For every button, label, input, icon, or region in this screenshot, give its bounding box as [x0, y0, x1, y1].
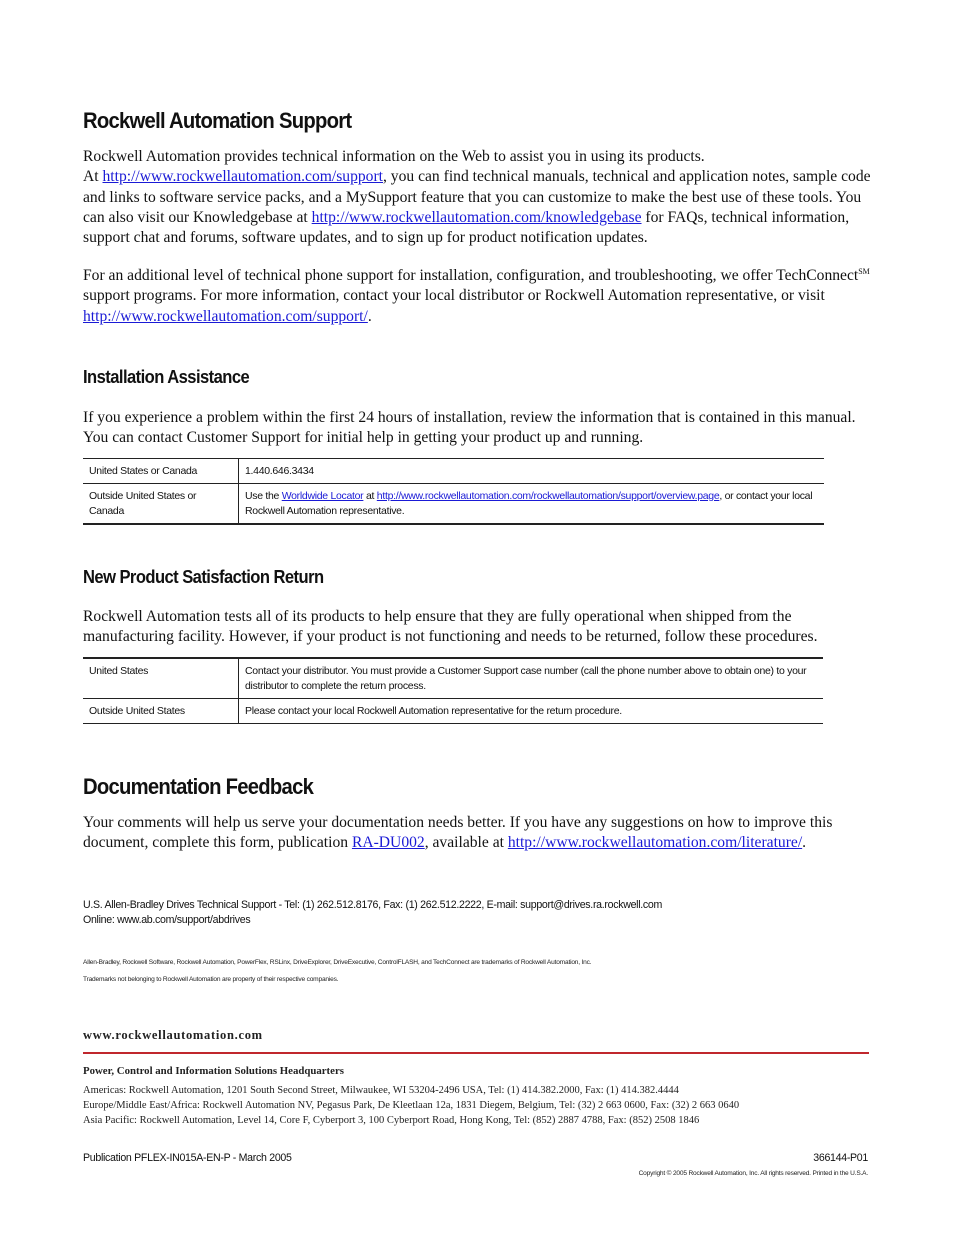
service-mark: SM: [858, 267, 870, 276]
return-paragraph: Rockwell Automation tests all of its products to help ensure that they are fully operational when shipped from the manufacturing facility. However, if your product is not functioning and needs to be returned, follow these procedures.: [83, 608, 818, 646]
drives-support-block: [83, 898, 873, 928]
feedback-paragraph: [83, 813, 873, 854]
address-americas: Americas: Rockwell Automation, 1201 South Second Street, Milwaukee, WI 53204-2496 USA, Tel: (1) 414.382.2000, Fax: (1) 414.382.4444: [83, 1085, 679, 1096]
support-paragraph-2: [83, 262, 873, 327]
support-paragraph-1: [83, 147, 873, 248]
table-row: [83, 459, 824, 484]
literature-link[interactable]: http://www.rockwellautomation.com/literature/: [507, 834, 803, 852]
techconnect-text-b: support programs. For more information, contact your local distributor or Rockwell Automation representative, or visit: [83, 287, 825, 305]
address-europe: Europe/Middle East/Africa: Rockwell Automation NV, Pegasus Park, De Kleetlaan 12a, 1831 Diegem, Belgium, Tel: (32) 2 663 0600, Fax: (32) 2 663 0640: [83, 1100, 740, 1112]
address-block: [83, 1083, 873, 1129]
trademark-line-1: Allen-Bradley, Rockwell Software, Rockwell Automation, PowerFlex, RSLinx, DriveExplorer, DriveExecutive, ControlFLASH, and TechConnect are trademarks of Rockwell Automation, Inc.: [83, 959, 592, 966]
feedback-text-a: Your comments will help us serve your documentation needs better. If you have any suggestions on how to improve this document, complete this form, publication: [83, 814, 833, 852]
techconnect-text-c: .: [367, 307, 372, 325]
footer-rule: [83, 1052, 869, 1054]
info-text-a: Use the: [245, 490, 282, 502]
trademark-line-2: Trademarks not belonging to Rockwell Automation are property of their respective companies.: [83, 976, 339, 983]
support-link-2[interactable]: http://www.rockwellautomation.com/support/: [83, 307, 368, 325]
address-asia: Asia Pacific: Rockwell Automation, Level 14, Core F, Cyberport 3, 100 Cyberport Road, Hong Kong, Tel: (852) 2887 4788, Fax: (852) 2508 1846: [83, 1115, 700, 1127]
support-text-b: At: [83, 168, 103, 186]
feedback-text-c: .: [802, 834, 807, 852]
knowledgebase-link[interactable]: http://www.rockwellautomation.com/knowledgebase: [311, 208, 642, 226]
drives-online-line: Online: www.ab.com/support/abdrives: [83, 914, 251, 926]
table-row: [83, 484, 824, 525]
region-cell: United States or Canada: [83, 459, 239, 484]
drives-support-line: U.S. Allen-Bradley Drives Technical Support - Tel: (1) 262.512.8176, Fax: (1) 262.512.2222, E-mail: support@drives.ra.rockwell.com: [83, 899, 663, 911]
return-heading: New Product Satisfaction Return: [83, 567, 324, 587]
publication-number: Publication PFLEX-IN015A-EN-P - March 2005: [83, 1152, 292, 1164]
table-row: [83, 658, 823, 699]
region-cell: Outside United States: [83, 699, 239, 724]
copyright-line: Copyright © 2005 Rockwell Automation, Inc. All rights reserved. Printed in the U.S.A.: [638, 1170, 868, 1177]
region-cell: Outside United States or Canada: [83, 484, 239, 525]
worldwide-locator-link[interactable]: Worldwide Locator: [281, 490, 364, 502]
info-cell: [239, 484, 825, 525]
info-cell: Please contact your local Rockwell Automation representative for the return procedure.: [245, 705, 622, 717]
feedback-text-b: , available at: [424, 834, 508, 852]
techconnect-text-a: For an additional level of technical phone support for installation, configuration, and troubleshooting, we offer TechConnect: [83, 267, 859, 285]
region-cell: United States: [83, 658, 239, 699]
overview-page-link[interactable]: http://www.rockwellautomation.com/rockwellautomation/support/overview.page: [376, 490, 720, 502]
info-text-c: , or contact your local Rockwell Automation representative.: [245, 490, 813, 517]
publication-link[interactable]: RA-DU002: [351, 834, 425, 852]
part-number: 366144-P01: [813, 1152, 868, 1164]
installation-heading: Installation Assistance: [83, 367, 250, 387]
installation-table: [83, 458, 824, 525]
support-text-c: , you can find technical manuals, technical and application notes, sample code and links to software service packs, and a MySupport feature that you can customize to make the best use of these tools. You can also visit our Knowledgebase at: [83, 168, 871, 226]
info-text-b: at: [363, 490, 377, 502]
return-table: [83, 657, 823, 724]
support-text-a: Rockwell Automation provides technical information on the Web to assist you in using its products.: [83, 148, 705, 165]
support-text-d: for FAQs, technical information, support chat and forums, software updates, and to sign up for product notification updates.: [83, 208, 850, 247]
website-label: www.rockwellautomation.com: [83, 1028, 263, 1042]
feedback-heading: Documentation Feedback: [83, 774, 314, 799]
table-row: [83, 699, 823, 724]
info-cell: Contact your distributor. You must provide a Customer Support case number (call the phone number above to obtain one) to your distributor to complete the return process.: [245, 665, 807, 692]
hq-title: Power, Control and Information Solutions Headquarters: [83, 1065, 344, 1077]
support-heading: Rockwell Automation Support: [83, 108, 352, 133]
installation-paragraph: If you experience a problem within the first 24 hours of installation, review the information that is contained in this manual. You can contact Customer Support for initial help in getting your product up and running.: [83, 409, 856, 447]
info-cell: 1.440.646.3434: [245, 465, 314, 477]
support-link[interactable]: http://www.rockwellautomation.com/support: [102, 168, 383, 186]
